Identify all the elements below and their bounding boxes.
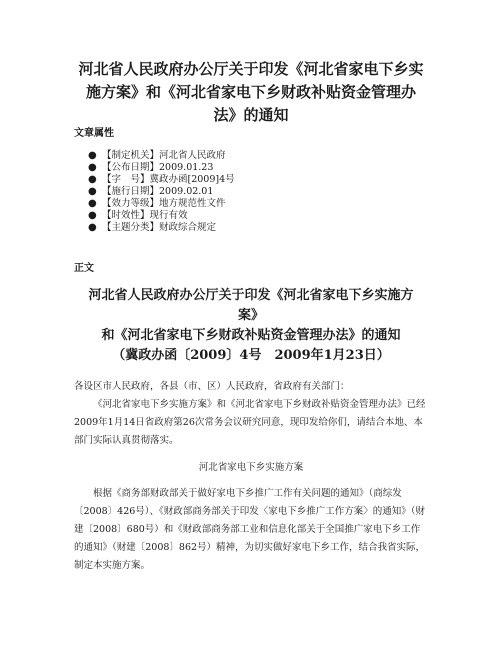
document-title-line-2: 案》 — [237, 308, 264, 323]
attribute-text: 【效力等级】地方规范性文件 — [102, 198, 226, 209]
page-title-line-1: 河北省人民政府办公厅关于印发《河北省家电下乡实 — [78, 60, 424, 78]
list-item — [88, 210, 235, 222]
bullet-icon: ● — [88, 162, 97, 173]
page-title — [70, 58, 432, 127]
plan-body-paragraph: 根据《商务部财政部关于做好家电下乡推广工作有关问题的通知》（商综发〔2008〕426号）、《财政部商务部关于印发〈家电下乡推广工作方案〉的通知》（财建〔2008〕680号）和《财政部商务部工业和信息化部关于全国推广家电下乡工作的通知》（财建〔2008〕862号）精神，为切实做好家电下乡工作，结合我省实际，制定本实施方案。 — [74, 488, 426, 571]
attribute-text: 【字 号】冀政办函[2009]4号 — [102, 174, 235, 185]
attribute-text: 【主题分类】财政综合规定 — [102, 222, 217, 233]
page-title-line-2: 施方案》和《河北省家电下乡财政补贴资金管理办 — [85, 83, 416, 101]
bullet-icon: ● — [88, 222, 97, 233]
intro-paragraph: 《河北省家电下乡实施方案》和《河北省家电下乡财政补贴资金管理办法》已经2009年1月14日省政府第26次常务会议研究同意，现印发给你们，请结合本地、本部门实际认真贯彻落实。 — [74, 399, 426, 446]
bullet-icon: ● — [88, 150, 97, 161]
attribute-text: 【时效性】现行有效 — [102, 210, 188, 221]
page-title-line-3: 法》的通知 — [213, 106, 289, 124]
plan-heading: 河北省家电下乡实施方案 — [198, 462, 304, 473]
body-heading: 正文 — [74, 263, 94, 274]
greeting-paragraph: 各设区市人民政府，各县（市、区）人民政府，省政府有关部门： — [74, 381, 350, 392]
list-item — [88, 174, 235, 186]
document-title-line-3: 和《河北省家电下乡财政补贴资金管理办法》的通知 — [101, 328, 401, 343]
list-item — [88, 186, 235, 198]
document-title-line-1: 河北省人民政府办公厅关于印发《河北省家电下乡实施方 — [88, 288, 414, 303]
list-item — [88, 162, 235, 174]
list-item — [88, 222, 235, 234]
attribute-text: 【制定机关】河北省人民政府 — [102, 150, 226, 161]
list-item — [88, 198, 235, 210]
attribute-text: 【公布日期】2009.01.23 — [102, 162, 214, 173]
bullet-icon: ● — [88, 186, 97, 197]
attribute-text: 【施行日期】2009.02.01 — [102, 186, 214, 197]
bullet-icon: ● — [88, 210, 97, 221]
attributes-heading: 文章属性 — [74, 128, 114, 139]
bullet-icon: ● — [88, 198, 97, 209]
bullet-icon: ● — [88, 174, 97, 185]
document-title-line-4: （冀政办函〔2009〕4号 2009年1月23日） — [112, 348, 390, 363]
attributes-list — [88, 150, 235, 234]
list-item — [88, 150, 235, 162]
document-title — [74, 286, 428, 366]
